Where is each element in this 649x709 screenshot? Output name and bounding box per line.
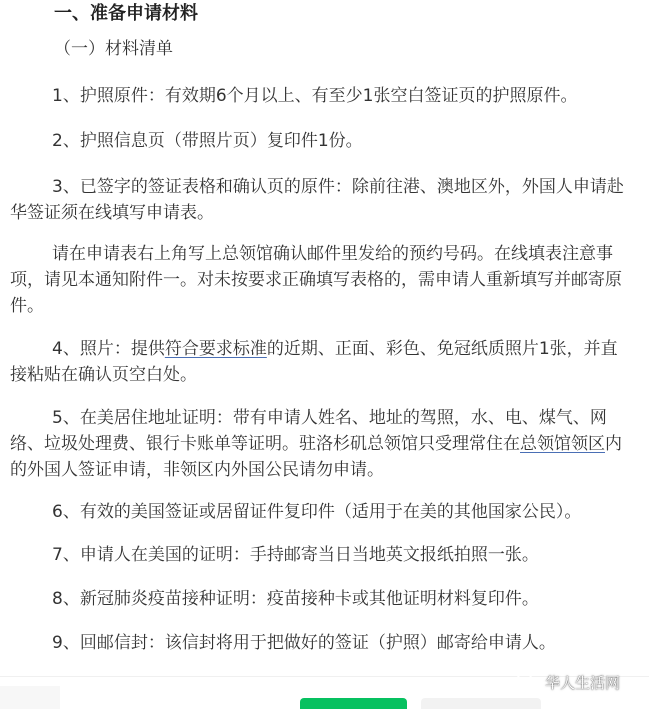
section-subheading: （一）材料清单 (54, 39, 173, 59)
consulate-district-link[interactable]: 总领馆领区 (520, 434, 605, 454)
item-2: 2、护照信息页（带照片页）复印件1份。 (52, 131, 363, 151)
item-5-line-3: 的外国人签证申请，非领区内外国公民请勿申请。 (10, 460, 384, 480)
section-heading: 一、准备申请材料 (54, 3, 198, 24)
item-1: 1、护照原件：有效期6个月以上、有至少1张空白签证页的护照原件。 (52, 86, 578, 106)
item-3-line-1: 3、已签字的签证表格和确认页的原件：除前往港、澳地区外，外国人申请赴 (52, 177, 624, 197)
watermark-text: 华人生活网 (545, 673, 621, 692)
note-line-1: 请在申请表右上角写上总领馆确认邮件里发给的预约号码。在线填表注意事 (52, 244, 613, 264)
bottom-bar-left-area (0, 686, 60, 709)
item-4-prefix: 4、照片：提供 (52, 339, 165, 359)
note-line-2: 项，请见本通知附件一。对未按要求正确填写表格的，需申请人重新填写并邮寄原 (10, 270, 622, 290)
item-4-line-2: 接粘贴在确认页空白处。 (10, 365, 197, 385)
item-5-suffix: 内 (605, 434, 622, 454)
primary-action-button[interactable] (300, 698, 407, 709)
item-4-line-1 (52, 337, 649, 362)
item-5-line-2 (10, 432, 649, 457)
note-line-3: 件。 (10, 296, 44, 316)
item-5-prefix: 络、垃圾处理费、银行卡账单等证明。驻洛杉矶总领馆只受理常住在 (10, 434, 520, 454)
item-5-line-1: 5、在美居住地址证明：带有申请人姓名、地址的驾照，水、电、煤气、网 (52, 408, 607, 428)
watermark (515, 667, 620, 697)
item-8: 8、新冠肺炎疫苗接种证明：疫苗接种卡或其他证明材料复印件。 (52, 589, 539, 609)
item-6: 6、有效的美国签证或居留证件复印件（适用于在美的其他国家公民）。 (52, 502, 582, 522)
photo-standard-link[interactable]: 符合要求标准 (164, 339, 267, 359)
secondary-action-button[interactable] (421, 698, 541, 709)
item-9: 9、回邮信封：该信封将用于把做好的签证（护照）邮寄给申请人。 (52, 633, 556, 653)
item-7: 7、申请人在美国的证明：手持邮寄当日当地英文报纸拍照一张。 (52, 545, 539, 565)
item-4-suffix: 的近期、正面、彩色、免冠纸质照片1张，并直 (266, 339, 618, 359)
item-3-line-2: 华签证须在线填写申请表。 (10, 203, 214, 223)
wechat-icon (515, 670, 539, 694)
